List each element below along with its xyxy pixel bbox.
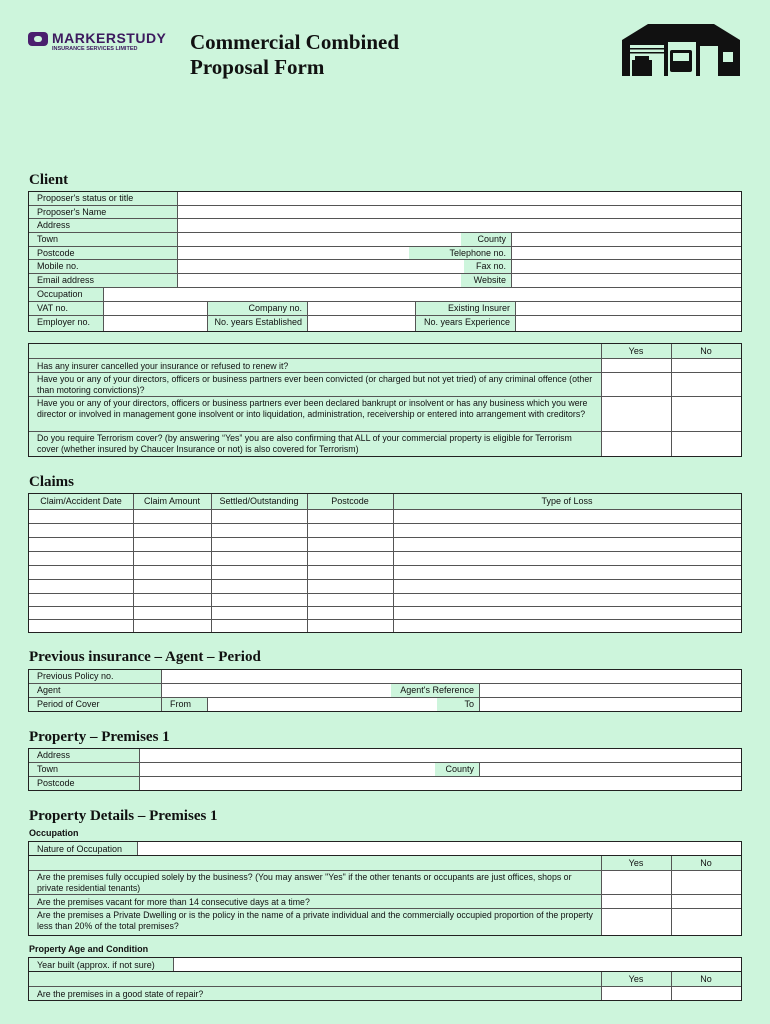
private-dwelling-no-box[interactable]: [672, 909, 741, 935]
property-town-label: Town: [37, 764, 59, 774]
claims-postcode-header: Postcode: [331, 496, 369, 506]
postcode-field[interactable]: [177, 247, 409, 259]
condition-yes-header: Yes: [628, 974, 644, 984]
occupation-field[interactable]: [103, 288, 741, 301]
years-established-field[interactable]: [307, 316, 415, 331]
warehouse-icon: [620, 22, 742, 76]
claims-table: [28, 493, 742, 633]
claims-body[interactable]: [29, 510, 741, 632]
name-field[interactable]: [177, 206, 741, 218]
website-label: Website: [473, 275, 506, 285]
logo-mark-icon: [28, 32, 48, 46]
property-table: [28, 748, 742, 791]
agent-ref-label: Agent's Reference: [400, 685, 474, 695]
client-table: [28, 191, 742, 332]
previous-insurance-heading: Previous insurance – Agent – Period: [29, 649, 261, 665]
claims-settled-header: Settled/Outstanding: [219, 496, 299, 506]
property-county-field[interactable]: [479, 763, 741, 776]
policy-label: Previous Policy no.: [37, 671, 114, 681]
claims-header-row: [29, 494, 741, 510]
table-row: [29, 895, 741, 909]
county-label: County: [477, 234, 506, 244]
question-vacant: Are the premises vacant for more than 14 consecutive days at a time?: [37, 897, 310, 907]
table-row: [29, 397, 741, 432]
vat-field[interactable]: [103, 302, 207, 315]
table-row: [29, 359, 741, 373]
table-row: [29, 219, 741, 233]
convicted-no-box[interactable]: [672, 373, 741, 396]
years-experience-label: No. years Experience: [415, 316, 515, 331]
table-row: [29, 206, 741, 219]
bankrupt-no-box[interactable]: [672, 397, 741, 431]
town-field[interactable]: [177, 233, 461, 246]
year-built-field[interactable]: [173, 958, 741, 972]
occupation-subheading: Occupation: [29, 828, 79, 838]
existing-insurer-label: Existing Insurer: [415, 302, 515, 316]
declarations-table: [28, 343, 742, 457]
property-heading: Property – Premises 1: [29, 729, 170, 745]
company-no-label: Company no.: [207, 302, 307, 316]
previous-insurance-table: [28, 669, 742, 712]
good-repair-no-box[interactable]: [672, 987, 741, 1000]
claims-heading: Claims: [29, 474, 74, 490]
terrorism-yes-box[interactable]: [602, 432, 671, 456]
mobile-label: Mobile no.: [37, 261, 79, 271]
client-heading: Client: [29, 172, 69, 188]
company-no-field[interactable]: [307, 302, 415, 315]
convicted-yes-box[interactable]: [602, 373, 671, 396]
table-row: [29, 856, 741, 871]
question-fully-occupied: Are the premises fully occupied solely by the business? (You may answer "Yes" if the other tenants or occupants are just offices, shops or private residential tenants): [37, 872, 572, 893]
age-condition-subheading: Property Age and Condition: [29, 944, 149, 954]
policy-field[interactable]: [161, 670, 741, 683]
table-row: [29, 432, 741, 456]
occupancy-yes-header: Yes: [628, 858, 644, 868]
private-dwelling-yes-box[interactable]: [602, 909, 671, 935]
fully-occupied-yes-box[interactable]: [602, 871, 671, 894]
title-line-2: Proposal Form: [190, 55, 325, 79]
agent-field[interactable]: [161, 684, 391, 697]
title-line-1: Commercial Combined: [190, 30, 400, 54]
from-label: From: [161, 698, 191, 711]
to-label: To: [464, 699, 474, 709]
property-town-field[interactable]: [139, 763, 435, 776]
table-row: [29, 871, 741, 895]
logo-subtitle: INSURANCE SERVICES LIMITED: [52, 46, 138, 52]
table-row: [29, 373, 741, 397]
question-private-dwelling: Are the premises a Private Dwelling or is the policy in the name of a private individual and the commercially occupied proportion of the property less than 20% of the total premises?: [37, 910, 593, 931]
table-row: [29, 909, 741, 935]
town-label: Town: [37, 234, 59, 244]
table-row: [29, 972, 741, 987]
logo-name: MARKERSTUDY: [52, 30, 167, 46]
address-label: Address: [37, 220, 71, 230]
cancelled-no-box[interactable]: [672, 359, 741, 372]
status-label: Proposer's status or title: [37, 193, 134, 203]
table-row: [29, 274, 741, 288]
no-header: No: [700, 346, 712, 356]
property-address-field[interactable]: [139, 749, 741, 762]
years-experience-field[interactable]: [515, 316, 741, 331]
email-field[interactable]: [177, 274, 461, 287]
address-field[interactable]: [177, 219, 741, 232]
to-field[interactable]: [479, 698, 741, 711]
postcode-label: Postcode: [37, 248, 75, 258]
nature-label: Nature of Occupation: [37, 844, 123, 854]
employer-label: Employer no.: [37, 317, 91, 327]
status-field[interactable]: [177, 192, 741, 205]
name-label: Proposer's Name: [37, 207, 107, 217]
property-postcode-label: Postcode: [37, 778, 75, 788]
table-row: [29, 247, 741, 260]
website-field[interactable]: [511, 274, 741, 287]
vacant-yes-box[interactable]: [602, 895, 671, 908]
fax-label: Fax no.: [475, 261, 506, 271]
telephone-field[interactable]: [511, 247, 741, 259]
table-row: [29, 749, 741, 763]
question-cancelled: Has any insurer cancelled your insurance or refused to renew it?: [37, 361, 289, 371]
table-row: [29, 684, 741, 698]
occupancy-no-header: No: [700, 858, 712, 868]
fax-field[interactable]: [511, 260, 741, 273]
form-title: [190, 30, 399, 80]
table-row: [29, 670, 741, 684]
question-convicted: Have you or any of your directors, officers or business partners ever been convicted (or charged but not yet tried) of any criminal offence (other than motoring convictions)?: [37, 374, 593, 395]
markerstudy-logo: [28, 30, 178, 56]
agent-ref-field[interactable]: [479, 684, 741, 697]
claims-amount-header: Claim Amount: [143, 496, 201, 506]
table-row: [29, 698, 741, 711]
property-address-label: Address: [37, 750, 71, 760]
question-terrorism: Do you require Terrorism cover? (by answering “Yes” you are also confirming that ALL of your commercial property is eligible for Terrorism cover (whether insured by Chaucer Insurance or not) is also covered for Terrorism): [37, 433, 572, 454]
period-label: Period of Cover: [37, 699, 100, 709]
vacant-no-box[interactable]: [672, 895, 741, 908]
good-repair-yes-box[interactable]: [602, 987, 671, 1000]
property-county-label: County: [445, 764, 474, 774]
nature-field[interactable]: [137, 842, 741, 856]
table-row: [29, 192, 741, 206]
table-row: [29, 260, 741, 274]
years-established-label: No. years Established: [207, 316, 307, 331]
employer-field[interactable]: [103, 316, 207, 331]
yes-header: Yes: [628, 346, 644, 356]
question-bankrupt: Have you or any of your directors, officers or business partners ever been declared bankrupt or insolvent or has any business which you were director or involved in management gone insolvent or into liquidation, administration, receivership or entered into arrangement with creditors?: [37, 398, 588, 419]
claims-loss-header: Type of Loss: [541, 496, 593, 506]
table-row: [29, 763, 741, 777]
table-row: [29, 233, 741, 247]
condition-no-header: No: [700, 974, 712, 984]
terrorism-no-box[interactable]: [672, 432, 741, 456]
fully-occupied-no-box[interactable]: [672, 871, 741, 894]
county-field[interactable]: [511, 233, 741, 246]
property-postcode-field[interactable]: [139, 777, 741, 790]
bankrupt-yes-box[interactable]: [602, 397, 671, 431]
table-row: [29, 777, 741, 790]
condition-table: [28, 971, 742, 1001]
telephone-label: Telephone no.: [449, 248, 506, 258]
cancelled-yes-box[interactable]: [602, 359, 671, 372]
table-row: [29, 316, 741, 331]
from-field[interactable]: [207, 698, 437, 711]
email-label: Email address: [37, 275, 95, 285]
occupation-label: Occupation: [37, 289, 83, 299]
occupancy-questions-table: [28, 855, 742, 936]
table-row: [29, 987, 741, 1000]
table-row: [29, 344, 741, 359]
existing-insurer-field[interactable]: [515, 302, 741, 315]
agent-label: Agent: [37, 685, 61, 695]
table-row: [29, 288, 741, 302]
property-details-heading: Property Details – Premises 1: [29, 808, 218, 824]
vat-label: VAT no.: [37, 303, 69, 313]
question-good-repair: Are the premises in a good state of repair?: [37, 989, 204, 999]
year-built-label: Year built (approx. if not sure): [37, 960, 155, 970]
mobile-field[interactable]: [177, 260, 464, 273]
claims-date-header: Claim/Accident Date: [40, 496, 122, 506]
table-row: [29, 302, 741, 316]
